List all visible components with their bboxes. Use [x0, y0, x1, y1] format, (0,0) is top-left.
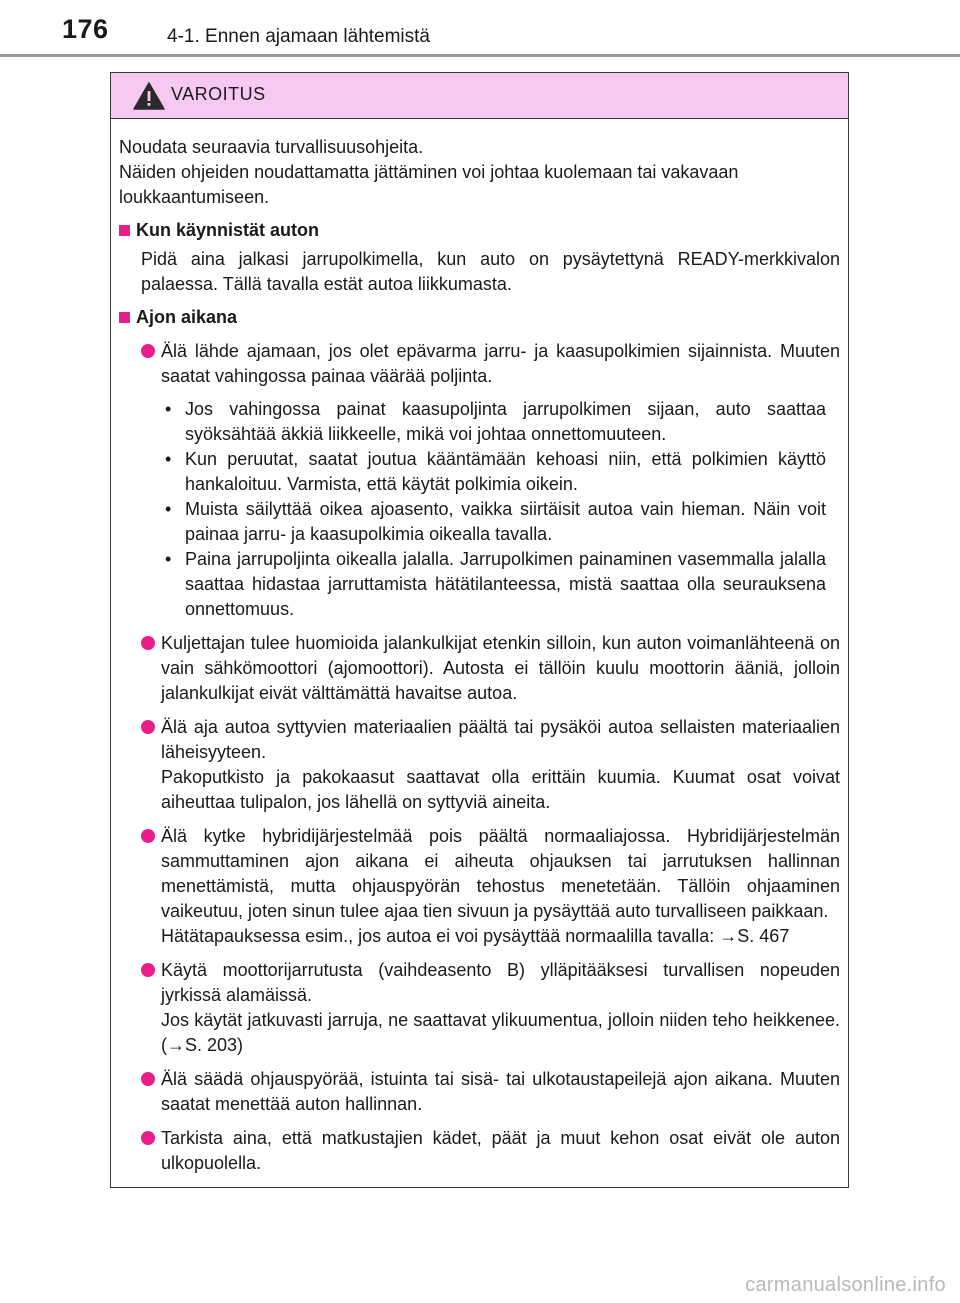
list-item-text: Hätätapauksessa esim., jos autoa ei voi pysäyttää normaalilla tavalla: →S. 467 — [161, 926, 790, 946]
round-bullet-icon — [141, 963, 155, 977]
section-title: 4-1. Ennen ajamaan lähtemistä — [167, 26, 430, 47]
list-item-text: Käytä moottorijarrutusta (vaihdeasento B) ylläpitääksesi turvallisen nopeuden jyrkissä alamäissä. — [161, 960, 840, 1005]
list-item — [119, 339, 840, 622]
list-item — [119, 958, 840, 1058]
warning-body — [111, 119, 848, 1176]
warning-intro — [119, 135, 840, 210]
sub-list-item-text: Jos vahingossa painat kaasupoljinta jarrupolkimen sijaan, auto saattaa syöksähtää äkkiä liikkeelle, mikä voi johtaa onnettomuuteen. — [185, 399, 826, 444]
list-item-text: Älä kytke hybridijärjestelmää pois päältä normaaliajossa. Hybridijärjestelmän sammuttaminen ajon aikana ei aiheuta ohjauksen tai jarrutuksen hallinnan menettämistä, mutta ohjauspyörän tehostus menetetään. Tällöin ohjaaminen vaikeutuu, joten sinun tulee ajaa tien sivuun ja pysäyttää auto turvalliseen paikkaan. — [161, 826, 840, 921]
section-heading — [119, 218, 840, 243]
sub-list-item — [161, 447, 840, 497]
square-bullet-icon — [119, 312, 130, 323]
intro-line: Näiden ohjeiden noudattamatta jättäminen voi johtaa kuolemaan tai vakavaan loukkaantumiseen. — [119, 162, 739, 207]
warning-title: VAROITUS — [171, 84, 266, 104]
section-heading-text: Ajon aikana — [136, 307, 238, 327]
section-while-driving — [119, 305, 840, 1176]
sub-list-item — [161, 497, 840, 547]
list-item — [119, 631, 840, 706]
page-number: 176 — [62, 14, 109, 44]
section-starting-car — [119, 218, 840, 297]
warning-header — [111, 73, 848, 119]
list-item — [119, 1126, 840, 1176]
watermark: carmanualsonline.info — [745, 1274, 946, 1296]
section-heading — [119, 305, 840, 330]
list-item-text: Pakoputkisto ja pakokaasut saattavat olla erittäin kuumia. Kuumat osat voivat aiheuttaa tulipalon, jos lähellä on syttyviä aineita. — [161, 767, 840, 812]
section-text: Pidä aina jalkasi jarrupolkimella, kun auto on pysäytettynä READY-merkkivalon palaessa. Tällä tavalla estät autoa liikkumasta. — [141, 249, 840, 294]
sub-list-item-text: Kun peruutat, saatat joutua kääntämään kehoasi niin, että polkimien käyttö hankaloituu. Varmista, että käytät polkimia oikein. — [185, 449, 826, 494]
round-bullet-icon — [141, 720, 155, 734]
list-item — [119, 1067, 840, 1117]
round-bullet-icon — [141, 1131, 155, 1145]
dot-marker: • — [165, 549, 172, 569]
intro-line: Noudata seuraavia turvallisuusohjeita. — [119, 137, 424, 157]
warning-triangle-icon — [133, 82, 165, 110]
list-item-text: Älä aja autoa syttyvien materiaalien päältä tai pysäköi autoa sellaisten materiaalien läheisyyteen. — [161, 717, 840, 762]
round-bullet-icon — [141, 636, 155, 650]
dot-marker: • — [165, 499, 172, 519]
dot-marker: • — [165, 449, 172, 469]
sub-list-item — [161, 397, 840, 447]
sub-list — [161, 397, 840, 622]
warning-box — [110, 72, 849, 1188]
list-item-text: Tarkista aina, että matkustajien kädet, päät ja muut kehon osat eivät ole auton ulkopuolella. — [161, 1128, 840, 1173]
square-bullet-icon — [119, 225, 130, 236]
round-bullet-icon — [141, 1072, 155, 1086]
list-item-text: Älä säädä ohjauspyörää, istuinta tai sisä- tai ulkotaustapeilejä ajon aikana. Muuten saatat menettää auton hallinnan. — [161, 1069, 840, 1114]
list-item-text: Älä lähde ajamaan, jos olet epävarma jarru- ja kaasupolkimien sijainnista. Muuten saatat vahingossa painaa väärää poljinta. — [161, 341, 840, 386]
round-bullet-icon — [141, 829, 155, 843]
list-item — [119, 715, 840, 815]
dot-marker: • — [165, 399, 172, 419]
sub-list-item — [161, 547, 840, 622]
sub-list-item-text: Muista säilyttää oikea ajoasento, vaikka siirtäisit autoa vain hieman. Näin voit painaa jarru- ja kaasupolkimia oikealla tavalla. — [185, 499, 826, 544]
header-divider — [0, 54, 960, 57]
round-bullet-icon — [141, 344, 155, 358]
list-item-text: Jos käytät jatkuvasti jarruja, ne saattavat ylikuumentua, jolloin niiden teho heikkenee. (→S. 203) — [161, 1010, 840, 1055]
section-heading-text: Kun käynnistät auton — [136, 220, 320, 240]
list-item — [119, 824, 840, 949]
list-item-text: Kuljettajan tulee huomioida jalankulkijat etenkin silloin, kun auton voimanlähteenä on vain sähkömoottori (ajomoottori). Autosta ei tällöin kuulu moottorin ääniä, jolloin jalankulkijat eivät välttämättä havaitse autoa. — [161, 633, 840, 703]
sub-list-item-text: Paina jarrupoljinta oikealla jalalla. Jarrupolkimen painaminen vasemmalla jalalla saattaa hidastaa jarruttamista hätätilanteessa, mistä saattaa olla seurauksena onnettomuus. — [185, 549, 826, 619]
